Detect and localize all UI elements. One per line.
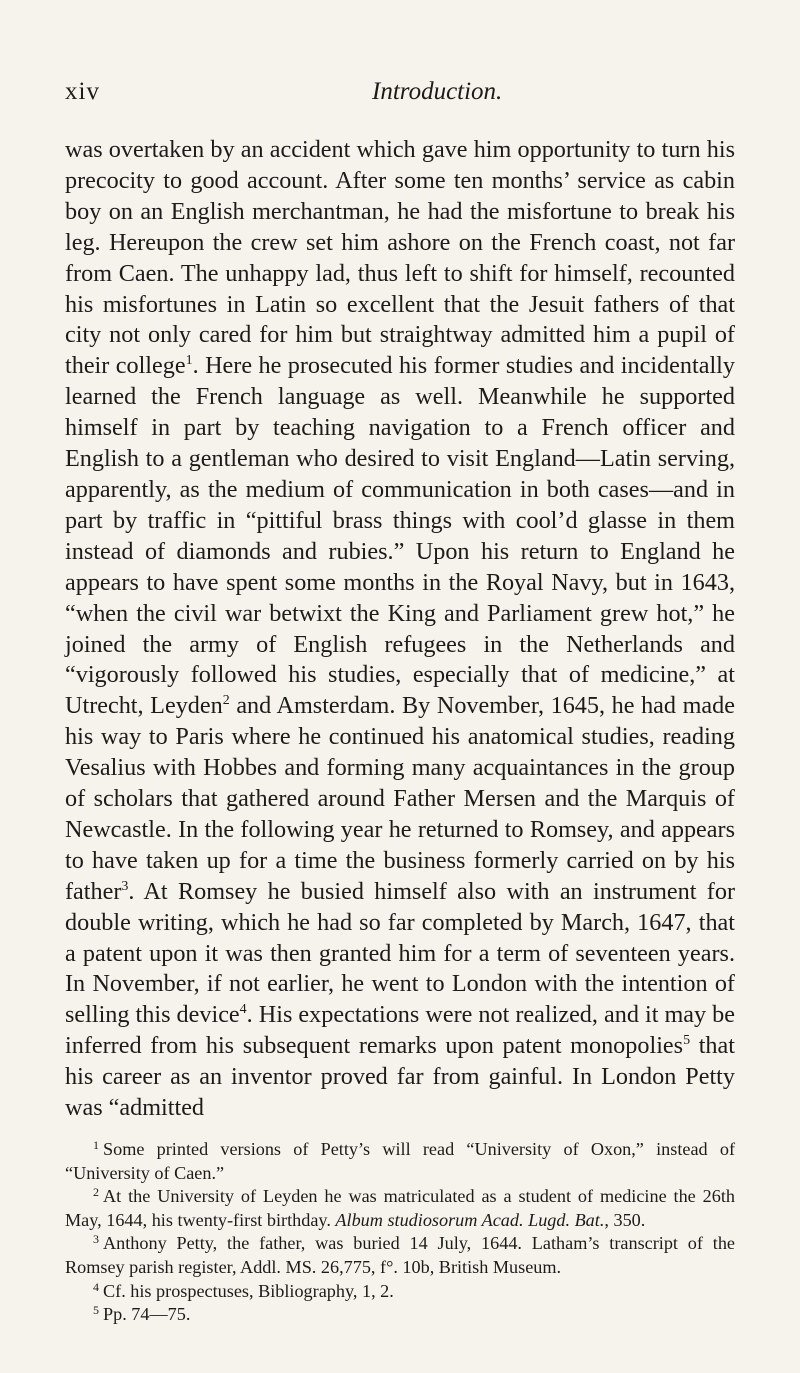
footnote-ref-1: 1 (185, 353, 193, 369)
page-number: xiv (65, 78, 100, 105)
running-head (65, 72, 735, 112)
footnote-text: Anthony Petty, the father, was buried 14 July, 1644. Latham’s transcript of the Romsey parish register, Addl. MS. 26,775, f°. 10b, British Museum. (65, 1233, 735, 1277)
text-segment: that his career as an inventor proved far from gainful. In London Petty was “admitted (65, 1032, 735, 1122)
footnote-5 (65, 1303, 735, 1327)
body-paragraph (65, 135, 735, 1124)
page (65, 72, 735, 1327)
footnote-ref-2: 2 (222, 693, 230, 709)
footnote-text: , 350. (604, 1209, 646, 1230)
footnote-text: Pp. 74—75. (103, 1304, 191, 1325)
footnote-2 (65, 1185, 735, 1232)
footnote-ref-4: 4 (239, 1002, 247, 1018)
footnote-text: At the University of Leyden he was matriculated as a student of medicine the 26th May, 1644, his twenty-first birthday. (65, 1186, 735, 1230)
footnote-4 (65, 1280, 735, 1304)
footnote-citation-title: Album studiosorum Acad. Lugd. Bat. (335, 1209, 605, 1230)
footnote-ref-5: 5 (683, 1033, 691, 1049)
main-text (65, 135, 735, 1124)
footnote-number: 4 (93, 1279, 99, 1294)
footnote-text: Some printed versions of Petty’s will read “University of Oxon,” instead of “University of Caen.” (65, 1139, 735, 1183)
running-title: Introduction. (372, 78, 503, 105)
footnote-number: 3 (93, 1232, 99, 1247)
text-segment: . At Romsey he busied himself also with an instrument for double writing, which he had so far completed by March, 1647, that a patent upon it was then granted him for a term of seventeen years. In November, if not earlier, he went to London with the intention of selling this device (65, 877, 735, 1029)
text-segment: . Here he prosecuted his former studies and incidentally learned the French language as well. Meanwhile he supported himself in part by teaching navigation to a French officer and English to a gentleman who desired to visit England—Latin serving, apparently, as the medium of communication in both cases—and in part by traffic in “pittiful brass things with cool’d glasse in them instead of diamonds and rubies.” Upon his return to England he appears to have spent some months in the Royal Navy, but in 1643, “when the civil war betwixt the King and Parliament grew hot,” he joined the army of English refugees in the Netherlands and “vigorously followed his studies, especially that of medicine,” at Utrecht, Leyden (65, 352, 735, 720)
footnote-3 (65, 1232, 735, 1279)
footnote-ref-3: 3 (121, 878, 129, 894)
footnote-1 (65, 1138, 735, 1185)
footnote-number: 2 (93, 1185, 99, 1200)
footnote-number: 1 (93, 1138, 99, 1152)
text-segment: and Amsterdam. By November, 1645, he had made his way to Paris where he continued his anatomical studies, reading Vesalius with Hobbes and forming many acquaintances in the group of scholars that gathered around Father Mersen and the Marquis of Newcastle. In the following year he returned to Romsey, and appears to have taken up for a time the business formerly carried on by his father (65, 692, 735, 905)
text-segment: was overtaken by an accident which gave him opportunity to turn his precocity to good account. After some ten months’ service as cabin boy on an English merchantman, he had the misfortune to break his leg. Hereupon the crew set him ashore on the French coast, not far from Caen. The unhappy lad, thus left to shift for himself, recounted his misfortunes in Latin so excellent that the Jesuit fathers of that city not only cared for him but straightway admitted him a pupil of their college (65, 136, 735, 380)
footnote-number: 5 (93, 1303, 99, 1318)
text-segment: . His expectations were not realized, and it may be inferred from his subsequent remarks upon patent monopolies (65, 1001, 735, 1060)
footnote-text: Cf. his prospectuses, Bibliography, 1, 2. (103, 1280, 394, 1301)
footnotes (65, 1138, 735, 1327)
